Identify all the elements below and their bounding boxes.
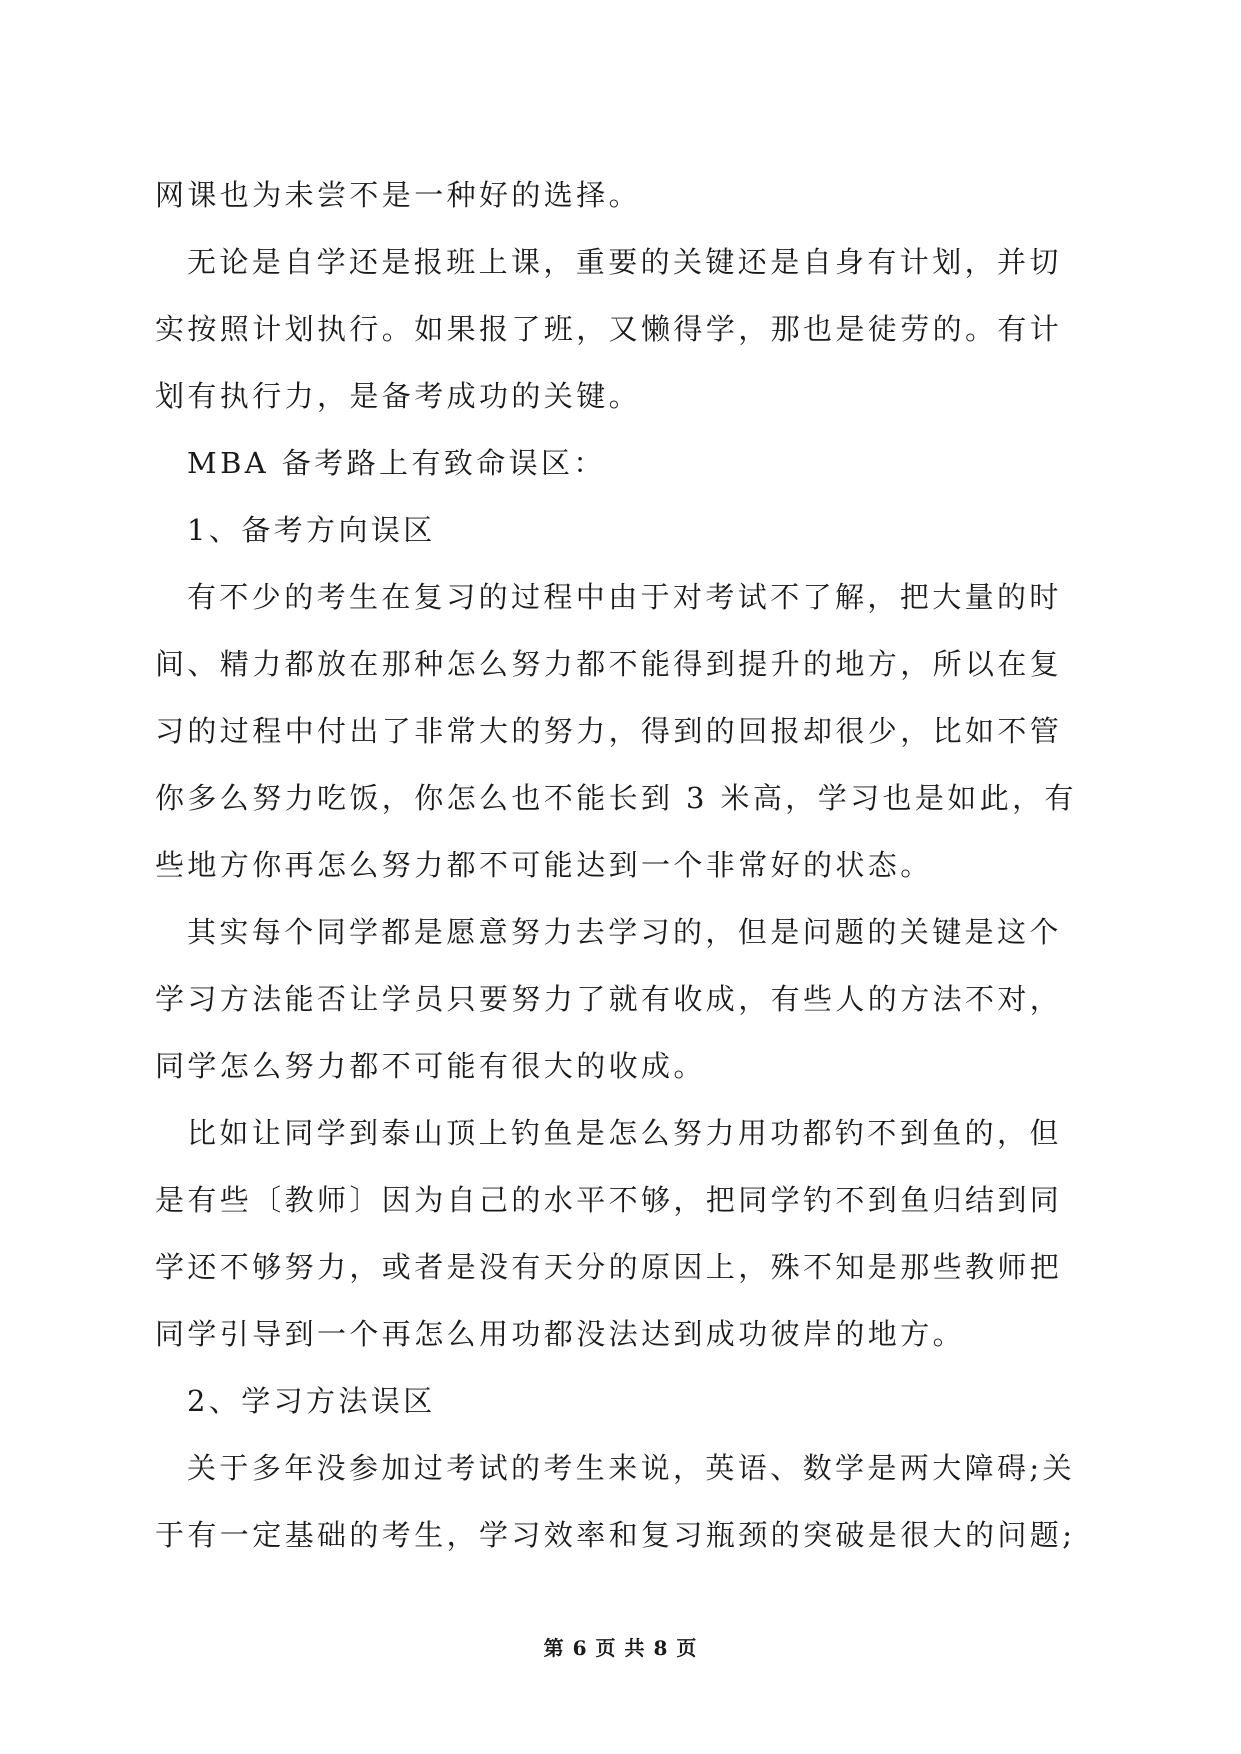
text-line: 其实每个同学都是愿意努力去学习的，但是问题的关键是这个 <box>187 915 1062 949</box>
text-line: 同学怎么努力都不可能有很大的收成。 <box>155 1049 706 1083</box>
page-number-footer: 第 6 页 共 8 页 <box>543 1636 698 1660</box>
section-heading: 2、学习方法误区 <box>187 1384 436 1418</box>
text-line: 些地方你再怎么努力都不可能达到一个非常好的状态。 <box>155 848 933 882</box>
text-line: 你多么努力吃饭，你怎么也不能长到 3 米高，学习也是如此，有 <box>155 781 1077 815</box>
text-line: 实按照计划执行。如果报了班，又懒得学，那也是徒劳的。有计 <box>155 312 1063 346</box>
text-line: 是有些〔教师〕因为自己的水平不够，把同学钓不到鱼归结到同 <box>155 1183 1063 1217</box>
text-line: 间、精力都放在那种怎么努力都不能得到提升的地方，所以在复 <box>155 647 1063 681</box>
text-line: 习的过程中付出了非常大的努力，得到的回报却很少，比如不管 <box>155 714 1063 748</box>
text-line: MBA 备考路上有致命误区： <box>187 446 606 480</box>
text-line: 划有执行力，是备考成功的关键。 <box>155 379 642 413</box>
text-line: 于有一定基础的考生，学习效率和复习瓶颈的突破是很大的问题; <box>155 1518 1076 1552</box>
text-line: 同学引导到一个再怎么用功都没法达到成功彼岸的地方。 <box>155 1317 966 1351</box>
text-line: 比如让同学到泰山顶上钓鱼是怎么努力用功都钓不到鱼的，但 <box>187 1116 1062 1150</box>
text-line: 有不少的考生在复习的过程中由于对考试不了解，把大量的时 <box>187 580 1062 614</box>
text-line: 学习方法能否让学员只要努力了就有收成，有些人的方法不对， <box>155 982 1063 1016</box>
text-line: 关于多年没参加过考试的考生来说，英语、数学是两大障碍;关 <box>187 1451 1075 1485</box>
text-line: 网课也为未尝不是一种好的选择。 <box>155 178 642 212</box>
text-line: 学还不够努力，或者是没有天分的原因上，殊不知是那些教师把 <box>155 1250 1063 1284</box>
section-heading: 1、备考方向误区 <box>187 513 436 547</box>
text-line: 无论是自学还是报班上课，重要的关键还是自身有计划，并切 <box>187 245 1062 279</box>
body-text <box>155 162 1090 1569</box>
